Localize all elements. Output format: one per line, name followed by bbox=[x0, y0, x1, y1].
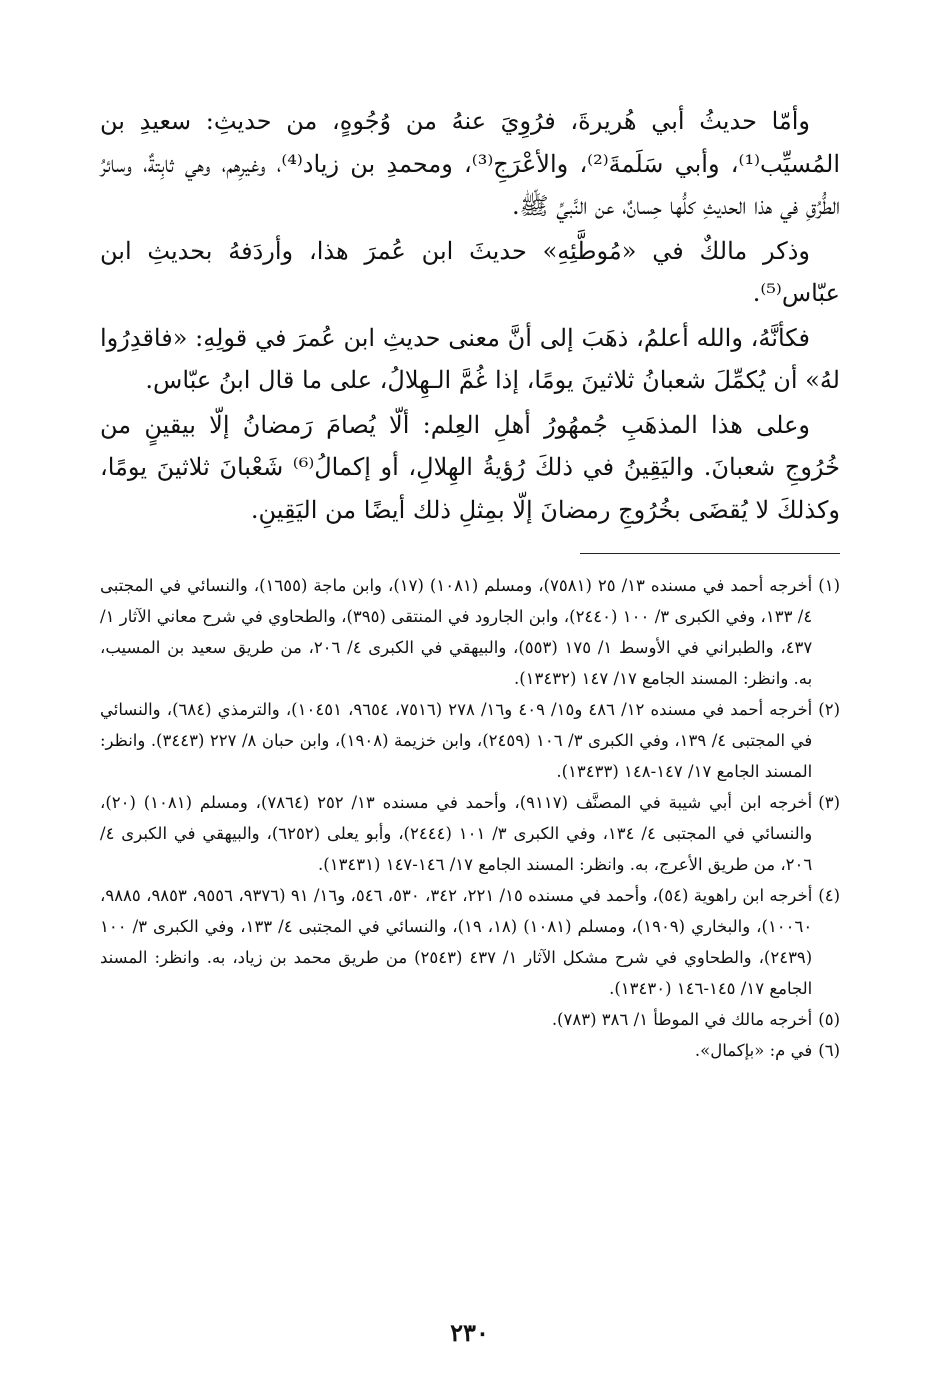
footnote-2 bbox=[100, 694, 840, 787]
footnote-number: (٣) bbox=[818, 793, 840, 812]
footnote-separator bbox=[580, 553, 840, 554]
footnote-5 bbox=[100, 1004, 840, 1035]
footnote-number: (١) bbox=[818, 576, 840, 595]
footnote-text: أخرجه ابن راهوية (٥٤)، وأحمد في مسنده ١٥/ ٢٢١، ٣٤٢، ٥٣٠، ٥٤٦، و١٦/ ٩١ (٩٣٧٦، ٩٥٥٦، ٩٨٥٣، ٩٨٨٥، ١٠٠٦٠)، والبخاري (١٩٠٩)، ومسلم (١٠٨١) (١٨، ١٩)، والنسائي في المجتبى ٤/ ١٣٣، وفي الكبرى ٣/ ١٠٠ (٢٤٣٩)، والطحاوي في شرح مشكل الآثار ١/ ٤٣٧ (٢٥٤٣) من طريق محمد بن زياد، به. وانظر: المسند الجامع ١٧/ ١٤٥-١٤٦ (١٣٤٣٠). bbox=[100, 886, 813, 998]
footnote-6 bbox=[100, 1035, 840, 1066]
footnote-text: أخرجه مالك في الموطأ ١/ ٣٨٦ (٧٨٣). bbox=[551, 1010, 813, 1029]
paragraph-3: فكأنَّهُ، والله أعلمُ، ذهَبَ إلى أنَّ معنى حديثِ ابن عُمرَ في قولِهِ: «فاقدِرُوا لهُ» أن يُكمِّلَ شعبانُ ثلاثينَ يومًا، إذا غُمَّ الـهِلالُ، على ما قال ابنُ عبّاس. bbox=[100, 323, 840, 394]
page-number: ٢٣٠ bbox=[450, 1318, 489, 1347]
footnote-text: في م: «بإكمال». bbox=[694, 1041, 813, 1060]
footnote-text: أخرجه أحمد في مسنده ١٣/ ٢٥ (٧٥٨١)، ومسلم (١٠٨١) (١٧)، وابن ماجة (١٦٥٥)، والنسائي في المجتبى ٤/ ١٣٣، وفي الكبرى ٣/ ١٠٠ (٢٤٤٠)، وابن الجارود في المنتقى (٣٩٥)، والطحاوي في شرح معاني الآثار ١/ ٤٣٧، والطبراني في الأوسط ١/ ١٧٥ (٥٥٣)، والبيهقي في الكبرى ٤/ ٢٠٦، من طريق سعيد بن المسيب، به. وانظر: المسند الجامع ١٧/ ١٤٧ (١٣٤٣٢). bbox=[100, 576, 813, 688]
paragraph-1: وأمّا حديثُ أبي هُريرةَ، فرُوِيَ عنهُ من وُجُوهٍ، من حديثِ: سعيدِ بن المُسيِّب⁽¹⁾، وأبي سَلَمةَ⁽²⁾، والأعْرَجِ⁽³⁾، ومحمدِ بن زياد⁽⁴⁾، وغيرِهم، وهي ثابِتةٌ، وسائرُ الطُّرُقِ في هذا الحديثِ كلُّها حِسانٌ، عن النَّبيِّ ﷺ. bbox=[100, 107, 841, 220]
footnote-1 bbox=[100, 570, 840, 694]
main-text bbox=[100, 100, 840, 531]
page-content bbox=[100, 100, 840, 1066]
paragraph-2: وذكر مالكٌ في «مُوطَّئِهِ» حديثَ ابن عُمرَ هذا، وأردَفهُ بحديثِ ابن عبّاس⁽⁵⁾. bbox=[100, 236, 840, 307]
footnote-text: أخرجه ابن أبي شيبة في المصنَّف (٩١١٧)، وأحمد في مسنده ١٣/ ٢٥٢ (٧٨٦٤)، ومسلم (١٠٨١) (٢٠)، والنسائي في المجتبى ٤/ ١٣٤، وفي الكبرى ٣/ ١٠١ (٢٤٤٤)، وأبو يعلى (٦٢٥٢)، والبيهقي في الكبرى ٤/ ٢٠٦، من طريق الأعرج، به. وانظر: المسند الجامع ١٧/ ١٤٦-١٤٧ (١٣٤٣١). bbox=[100, 793, 813, 874]
footnote-number: (٤) bbox=[818, 886, 840, 905]
paragraph-4: وعلى هذا المذهَبِ جُمهُورُ أهلِ العِلم: ألّا يُصامَ رَمضانُ إلّا بيقينٍ من خُرُوجِ شعبانَ. واليَقِينُ في ذلكَ رُؤيةُ الهِلالِ، أو إكمالُ⁽⁶⁾ شَعْبانَ ثلاثينَ يومًا، وكذلكَ لا يُقضَى بخُرُوجِ رمضانَ إلّا بمِثلِ ذلك أيضًا من اليَقِينِ. bbox=[100, 410, 841, 524]
footnote-number: (٢) bbox=[818, 700, 840, 719]
footnote-number: (٦) bbox=[818, 1041, 840, 1060]
footnote-3 bbox=[100, 787, 840, 880]
footnotes bbox=[100, 570, 840, 1066]
footnote-4 bbox=[100, 880, 840, 1004]
footnote-number: (٥) bbox=[818, 1010, 840, 1029]
footnote-text: أخرجه أحمد في مسنده ١٢/ ٤٨٦ و١٥/ ٤٠٩ و١٦/ ٢٧٨ (٧٥١٦، ٩٦٥٤، ١٠٤٥١)، والترمذي (٦٨٤)، والنسائي في المجتبى ٤/ ١٣٩، وفي الكبرى ٣/ ١٠٦ (٢٤٥٩)، وابن خزيمة (١٩٠٨)، وابن حبان ٨/ ٢٢٧ (٣٤٤٣). وانظر: المسند الجامع ١٧/ ١٤٧-١٤٨ (١٣٤٣٣). bbox=[100, 700, 813, 781]
